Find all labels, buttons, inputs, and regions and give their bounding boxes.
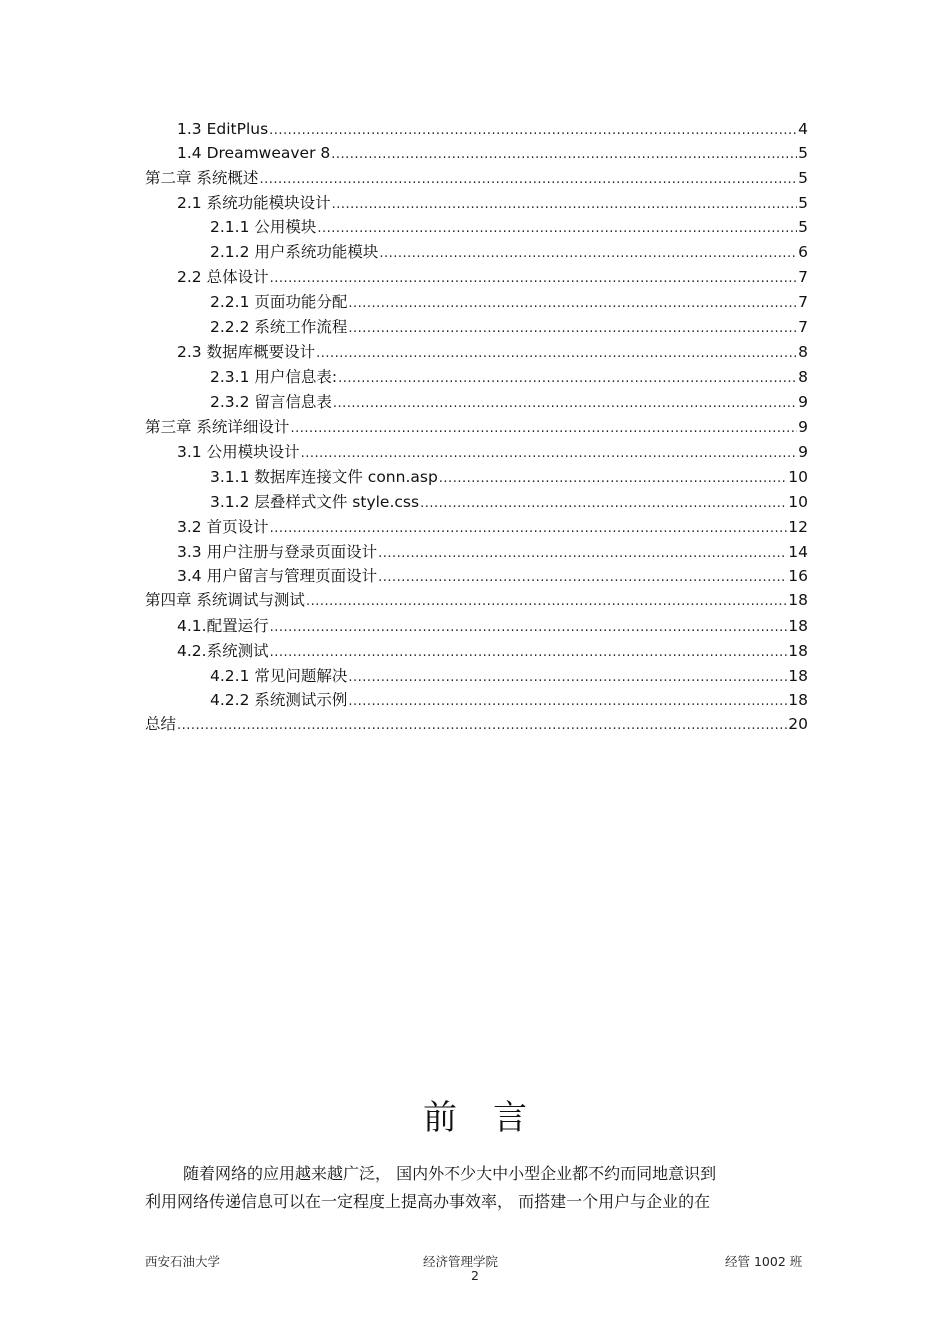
toc-entry-label: 第二章 系统概述 [145, 169, 259, 187]
toc-entry-label: 1.4 Dreamweaver 8 [177, 144, 331, 162]
toc-dot-leader [439, 468, 787, 490]
toc-dot-leader [301, 443, 798, 465]
footer-class: 经管 1002 班 [725, 1254, 803, 1269]
toc-entry[interactable] [177, 516, 808, 538]
toc-dot-leader [378, 567, 787, 589]
toc-entry-label: 4.2.2 系统测试示例 [210, 691, 348, 709]
toc-entry-page: 5 [798, 218, 808, 236]
toc-entry-page: 16 [788, 567, 808, 585]
toc-entry-label: 总结 [145, 715, 177, 733]
toc-entry[interactable] [145, 589, 808, 611]
toc-entry-label: 4.2.1 常见问题解决 [210, 667, 348, 685]
toc-dot-leader [306, 591, 787, 613]
toc-entry[interactable] [210, 316, 808, 338]
toc-entry-label: 3.4 用户留言与管理页面设计 [177, 567, 378, 585]
toc-entry-label: 2.1 系统功能模块设计 [177, 194, 331, 212]
toc-entry-page: 20 [788, 715, 808, 733]
toc-entry-page: 7 [798, 293, 808, 311]
toc-entry-page: 4 [798, 120, 808, 138]
toc-entry-label: 3.2 首页设计 [177, 518, 269, 536]
toc-entry[interactable] [210, 366, 808, 388]
toc-entry-page: 18 [788, 642, 808, 660]
body-line: 随着网络的应用越来越广泛， 国内外不少大中小型企业都不约而同地意识到 [183, 1164, 717, 1183]
toc-entry[interactable] [210, 689, 808, 711]
toc-entry-label: 2.2.1 页面功能分配 [210, 293, 348, 311]
toc-entry-label: 1.3 EditPlus [177, 120, 269, 138]
toc-entry-page: 9 [798, 393, 808, 411]
toc-entry-page: 18 [788, 591, 808, 609]
toc-entry-label: 第三章 系统详细设计 [145, 418, 290, 436]
toc-entry-label: 3.1 公用模块设计 [177, 443, 300, 461]
toc-entry[interactable] [177, 541, 808, 563]
toc-dot-leader [290, 418, 797, 440]
toc-dot-leader [177, 715, 787, 737]
footer-university: 西安石油大学 [145, 1254, 221, 1269]
toc-entry-label: 2.1.1 公用模块 [210, 218, 317, 236]
toc-entry-label: 4.2.系统测试 [177, 642, 269, 660]
toc-dot-leader [420, 493, 787, 515]
toc-entry-label: 2.1.2 用户系统功能模块 [210, 243, 379, 261]
toc-entry-page: 7 [798, 318, 808, 336]
preface-title: 前言 [423, 1098, 563, 1138]
toc-entry[interactable] [177, 341, 808, 363]
toc-entry-page: 10 [788, 493, 808, 511]
toc-entry[interactable] [177, 192, 808, 214]
toc-entry[interactable] [177, 118, 808, 140]
toc-entry[interactable] [177, 640, 808, 662]
toc-entry[interactable] [210, 216, 808, 238]
preface-body [145, 1160, 805, 1216]
toc-entry[interactable] [210, 491, 808, 513]
toc-entry[interactable] [177, 615, 808, 637]
toc-entry-page: 5 [798, 194, 808, 212]
toc-dot-leader [379, 243, 797, 265]
footer-college: 经济管理学院 [423, 1254, 499, 1269]
toc-entry-page: 8 [798, 343, 808, 361]
toc-dot-leader [333, 393, 797, 415]
toc-entry-page: 12 [788, 518, 808, 536]
toc-dot-leader [348, 318, 797, 340]
toc-dot-leader [270, 617, 788, 639]
toc-dot-leader [317, 218, 797, 240]
toc-entry-label: 2.2.2 系统工作流程 [210, 318, 348, 336]
toc-entry-page: 5 [798, 144, 808, 162]
body-line: 利用网络传递信息可以在一定程度上提高办事效率， 而搭建一个用户与企业的在 [145, 1192, 711, 1211]
toc-entry-page: 18 [788, 691, 808, 709]
toc-entry-page: 9 [798, 418, 808, 436]
toc-dot-leader [269, 120, 797, 142]
toc-entry-page: 7 [798, 268, 808, 286]
toc-entry-label: 2.3.2 留言信息表 [210, 393, 332, 411]
toc-entry-label: 2.2 总体设计 [177, 268, 269, 286]
toc-entry-label: 3.1.2 层叠样式文件 style.css [210, 493, 420, 511]
toc-entry-label: 第四章 系统调试与测试 [145, 591, 305, 609]
toc-dot-leader [331, 144, 797, 166]
toc-entry-page: 8 [798, 368, 808, 386]
toc-entry-label: 4.1.配置运行 [177, 617, 269, 635]
toc-entry[interactable] [177, 441, 808, 463]
toc-entry[interactable] [145, 713, 808, 735]
toc-entry-label: 3.3 用户注册与登录页面设计 [177, 543, 378, 561]
toc-entry-page: 18 [788, 667, 808, 685]
toc-dot-leader [348, 667, 787, 689]
toc-entry-page: 9 [798, 443, 808, 461]
toc-dot-leader [348, 293, 797, 315]
toc-entry-page: 6 [798, 243, 808, 261]
toc-dot-leader [378, 543, 787, 565]
toc-entry-page: 10 [788, 468, 808, 486]
toc-entry[interactable] [210, 665, 808, 687]
toc-entry[interactable] [210, 391, 808, 413]
toc-entry-label: 2.3.1 用户信息表: [210, 368, 338, 386]
toc-dot-leader [259, 169, 797, 191]
toc-entry-page: 18 [788, 617, 808, 635]
toc-dot-leader [270, 268, 798, 290]
toc-entry[interactable] [210, 241, 808, 263]
toc-dot-leader [348, 691, 787, 713]
toc-dot-leader [270, 518, 788, 540]
toc-entry[interactable] [177, 565, 808, 587]
toc-entry-page: 14 [788, 543, 808, 561]
toc-entry[interactable] [145, 167, 808, 189]
toc-entry[interactable] [177, 142, 808, 164]
toc-entry[interactable] [177, 266, 808, 288]
toc-dot-leader [270, 642, 788, 664]
toc-entry[interactable] [210, 466, 808, 488]
toc-entry[interactable] [145, 416, 808, 438]
page-number: 2 [471, 1268, 479, 1283]
toc-entry-label: 3.1.1 数据库连接文件 conn.asp [210, 468, 438, 486]
toc-entry-page: 5 [798, 169, 808, 187]
toc-dot-leader [316, 343, 797, 365]
toc-entry[interactable] [210, 291, 808, 313]
toc-dot-leader [332, 194, 798, 216]
toc-dot-leader [338, 368, 797, 390]
toc-entry-label: 2.3 数据库概要设计 [177, 343, 316, 361]
